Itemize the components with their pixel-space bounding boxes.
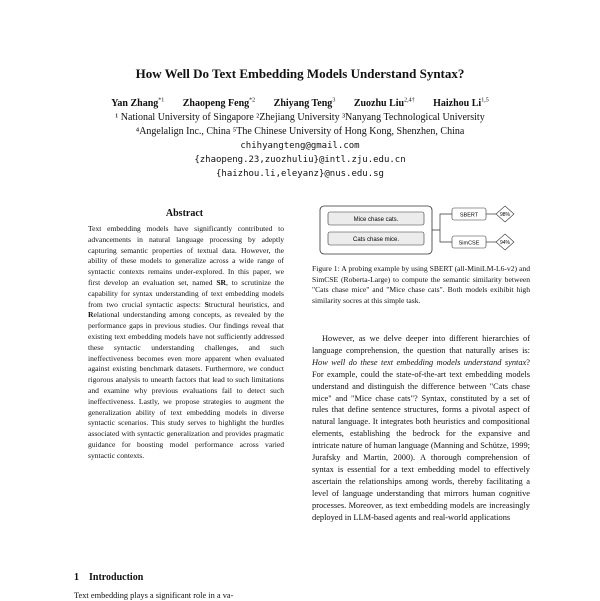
email-line[interactable]: {zhaopeng.23,zuozhuliu}@intl.zju.edu.cn [194,155,406,165]
connector-lines [432,214,452,242]
model-label-sbert: SBERT [459,212,479,219]
author: Zuozhu Liu$^{2,4\dagger}$ [353,98,415,110]
figure-probing-example [312,202,530,258]
paper-title: How Well Do Text Embedding Models Understand Syntax? [135,66,465,81]
author: Zhaopeng Feng$^{*2}$ [182,98,256,110]
introduction-text: Text embedding plays a significant role in a va- [74,591,234,600]
model-label-simcse: SimCSE [458,240,480,247]
author-list [0,98,600,109]
author: Yan Zhang$^{*1}$ [111,98,165,110]
abstract-heading: Abstract [165,208,204,219]
figure-caption: Figure 1: A probing example by using SBERT (all-MiniLM-L6-v2) and SimCSE (Roberta-Large) to compute the semantic similarity between "Cats chase mice" and "Mice chase cats". Both models exihibit high similarity socres at this simple task. [312,264,530,305]
input-sentence-1: Mice chase cats. [353,217,399,223]
abstract-text: Text embedding models have significantly contributed to advancements in natural language processing by adeptly capturing semantic properties of textual data. However, the ability of these models to generalize across a wide range of syntactic contexts remains under-explored. In this paper, we first develop an evaluation set, named SR, to scrutinize the capability for syntax understanding of text embedding models from two crucial syntactic aspects: Structural heuristics, and Relational understanding among concepts, as revealed by the performance gaps in previous studies. Our findings reveal that existing text embedding models have not sufficiently addressed these syntactic understanding challenges, and such ineffectiveness becomes even more apparent when evaluated against existing benchmark datasets. Furthermore, we conduct rigorous analysis to unearth factors that lead to such limitations and examine why previous evaluations fail to detect such ineffectiveness. Lastly, we propose strategies to augment the generalization ability of text embedding models in diverse syntactic scenarios. This study serves to highlight the hurdles associated with syntactic generalization and provides pragmatic guidance for boosting model performance across varied syntactic contexts. [88,224,284,460]
input-sentence-2: Cats chase mice. [352,237,400,243]
author: Zhiyang Teng$^3$ [273,98,336,110]
score-sbert: 98% [499,212,511,218]
affiliation-line: ⁴Angelalign Inc., China ⁵The Chinese University of Hong Kong, Shenzhen, China [135,126,465,137]
affiliation-line: ¹ National University of Singapore ²Zhejiang University ³Nanyang Technological University [115,112,485,123]
score-simcse: 94% [499,240,511,246]
email-line[interactable]: chihyangteng@gmail.com [240,141,360,151]
section-heading-introduction: 1 Introduction [74,572,144,583]
body-paragraph: However, as we delve deeper into different hierarchies of language comprehension, the question that naturally arises is: How well do these text embedding models understand syntax? For example, could the state-of-the-art text embedding models understand and distinguish the difference between "Cats chase mice" and "Mice chase cats"? Syntax, constituted by a set of rules that define sentence structures, forms a pivotal aspect of natural language. It integrates both heuristics and compositional elements, establishing the bedrock for the expansive and intricate nature of human language (Manning and Schütze, 1999; Jurafsky and Martin, 2000). A thorough comprehension of syntax is essential for a text embedding model to effectively ascertain the relationships among words, thereby facilitating a level of language understanding that mirrors human cognitive processes. Moreover, as text embedding models are increasingly deployed in LLM-based agents and real-world applications [312,334,530,522]
author: Haizhou Li$^{1,5}$ [433,98,489,110]
email-line[interactable]: {haizhou.li,eleyanz}@nus.edu.sg [216,169,384,179]
